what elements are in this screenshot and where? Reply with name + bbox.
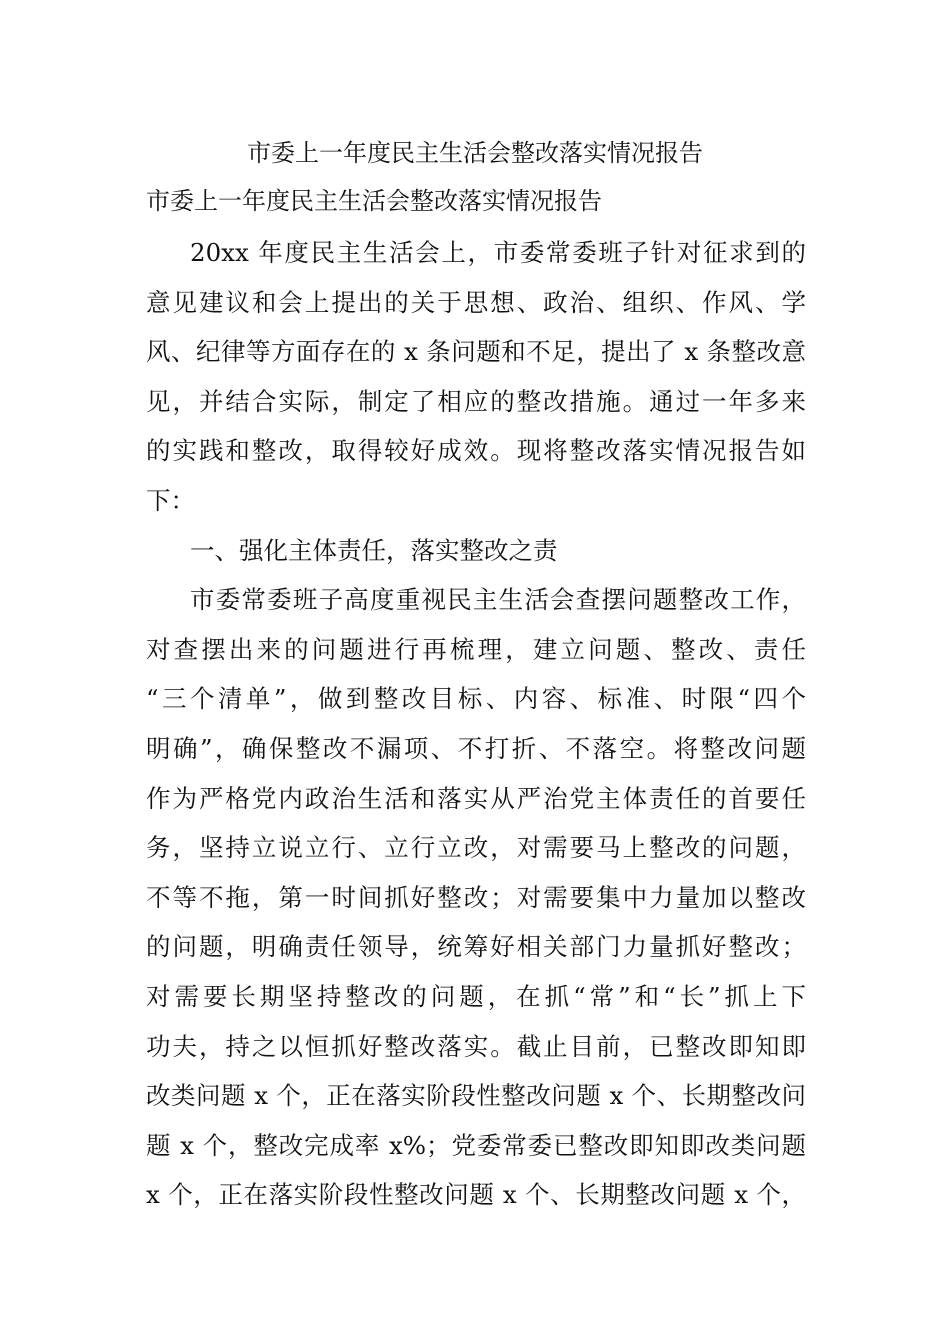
- paragraph-line: 功夫，持之以恒抓好整改落实。截止目前，已整改即知即: [146, 1031, 806, 1061]
- paragraph-line: 的问题，明确责任领导，统筹好相关部门力量抓好整改；: [146, 932, 806, 962]
- document-title: 市委上一年度民主生活会整改落实情况报告: [247, 139, 703, 167]
- document-subtitle: 市委上一年度民主生活会整改落实情况报告: [146, 187, 602, 215]
- paragraph-line: 不等不拖，第一时间抓好整改；对需要集中力量加以整改: [146, 882, 806, 912]
- section-heading: 一、强化主体责任，落实整改之责: [190, 535, 558, 565]
- paragraph-line: “三个清单”，做到整改目标、内容、标准、时限“四个: [146, 684, 806, 714]
- paragraph-line: 明确”，确保整改不漏项、不打折、不落空。将整改问题: [146, 733, 806, 763]
- paragraph-line: 意见建议和会上提出的关于思想、政治、组织、作风、学: [146, 287, 806, 317]
- paragraph-line: x 个，正在落实阶段性整改问题 x 个、长期整改问题 x 个，: [146, 1180, 806, 1210]
- paragraph-line: 务，坚持立说立行、立行立改，对需要马上整改的问题，: [146, 833, 806, 863]
- document-body: [146, 228, 806, 1220]
- paragraph-line: 对需要长期坚持整改的问题，在抓“常”和“长”抓上下: [146, 981, 806, 1011]
- paragraph-line: 改类问题 x 个，正在落实阶段性整改问题 x 个、长期整改问: [146, 1081, 806, 1111]
- paragraph-line: 对查摆出来的问题进行再梳理，建立问题、整改、责任: [146, 634, 806, 664]
- paragraph-line: 作为严格党内政治生活和落实从严治党主体责任的首要任: [146, 783, 806, 813]
- paragraph-line: 见，并结合实际，制定了相应的整改措施。通过一年多来: [146, 386, 806, 416]
- paragraph-line: 市委常委班子高度重视民主生活会查摆问题整改工作，: [190, 585, 806, 615]
- paragraph-line: 下：: [146, 485, 195, 515]
- paragraph-line: 题 x 个，整改完成率 x%；党委常委已整改即知即改类问题: [146, 1130, 806, 1160]
- paragraph-line: 的实践和整改，取得较好成效。现将整改落实情况报告如: [146, 436, 806, 466]
- paragraph-line: 20xx 年度民主生活会上，市委常委班子针对征求到的: [190, 238, 806, 267]
- paragraph-line: 风、纪律等方面存在的 x 条问题和不足，提出了 x 条整改意: [146, 337, 806, 367]
